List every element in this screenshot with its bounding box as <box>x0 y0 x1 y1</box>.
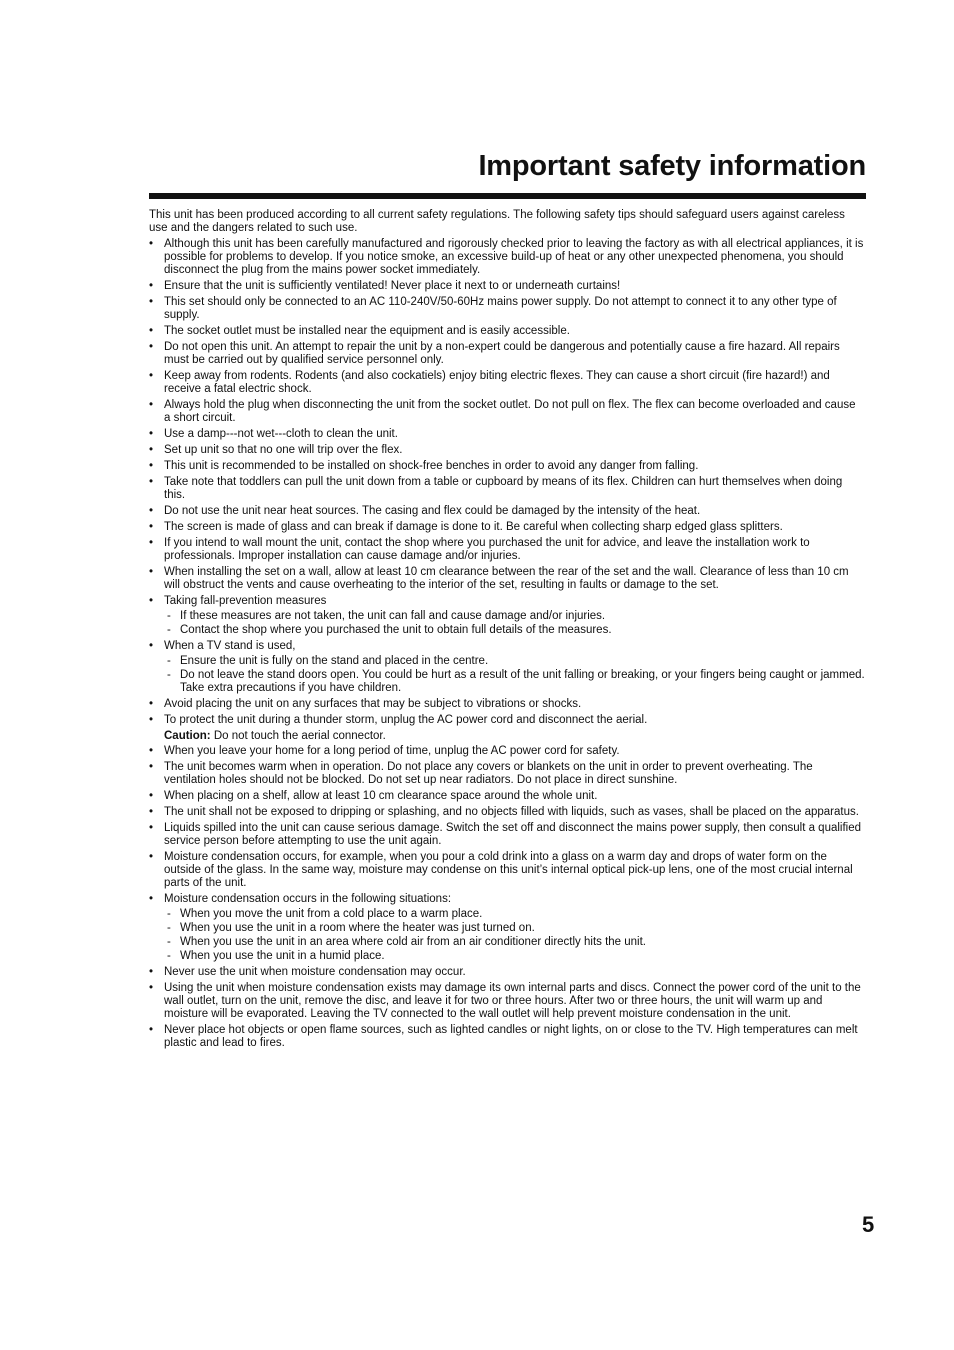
safety-item <box>149 370 865 396</box>
safety-item <box>149 341 865 367</box>
safety-item-text: Keep away from rodents. Rodents (and also cockatiels) enjoy biting electric flexes. They can cause a short circuit (fire hazard!) and receive a fatal electric shock. <box>164 370 830 395</box>
safety-item-text: The screen is made of glass and can break if damage is done to it. Be careful when collecting sharp edged glass splitters. <box>164 521 783 533</box>
safety-item <box>149 476 865 502</box>
caution-text: Do not touch the aerial connector. <box>210 730 386 742</box>
safety-item-text: When you leave your home for a long period of time, unplug the AC power cord for safety. <box>164 745 620 757</box>
safety-item <box>149 521 865 534</box>
sub-item: - Do not leave the stand doors open. You could be hurt as a result of the unit falling or breaking, or your fingers being caught or jammed. Take extra precautions if you have children. <box>164 669 865 695</box>
safety-item-text: Always hold the plug when disconnecting the unit from the socket outlet. Do not pull on flex. The flex can become overloaded and cause a short circuit. <box>164 399 856 424</box>
safety-item <box>149 745 865 758</box>
safety-item-text: The unit shall not be exposed to dripping or splashing, and no objects filled with liquids, such as vases, shall be placed on the apparatus. <box>164 806 859 818</box>
safety-item <box>149 566 865 592</box>
safety-item-text: Use a damp---not wet---cloth to clean the unit. <box>164 428 398 440</box>
caution-note <box>149 730 865 743</box>
safety-item-text: Never place hot objects or open flame sources, such as lighted candles or night lights, on or close to the TV. High temperatures can melt plastic and lead to fires. <box>164 1024 858 1049</box>
safety-bullet-list <box>149 238 865 1050</box>
safety-item-text: This set should only be connected to an AC 110-240V/50-60Hz mains power supply. Do not attempt to connect it to any other type of supply. <box>164 296 837 321</box>
intro-paragraph: This unit has been produced according to all current safety regulations. The following safety tips should safeguard users against careless use and the dangers related to such use. <box>149 209 845 234</box>
safety-item <box>149 806 865 819</box>
safety-item-text: Avoid placing the unit on any surfaces that may be subject to vibrations or shocks. <box>164 698 582 710</box>
safety-item-text: Liquids spilled into the unit can cause serious damage. Switch the set off and disconnect the mains power supply, then consult a qualified service person before attempting to use the unit again. <box>164 822 862 847</box>
safety-item-text: Moisture condensation occurs in the following situations: <box>164 893 452 905</box>
safety-item <box>149 428 865 441</box>
title-underline-rule <box>149 193 866 199</box>
page-number: 5 <box>862 1212 875 1237</box>
safety-item-text: Never use the unit when moisture condensation may occur. <box>164 966 466 978</box>
caution-label: Caution: <box>164 730 211 742</box>
sub-item: - Contact the shop where you purchased the unit to obtain full details of the measures. <box>164 624 865 637</box>
sub-item-list <box>164 655 865 695</box>
safety-item <box>149 761 865 787</box>
safety-item <box>149 238 865 277</box>
safety-item <box>149 399 865 425</box>
safety-item-text: The unit becomes warm when in operation. Do not place any covers or blankets on the unit in order to prevent overheating. The ventilation holes should not be blocked. Do not set up near radiators. Do not place in direct sunshine. <box>164 761 813 786</box>
safety-item-text: To protect the unit during a thunder storm, unplug the AC power cord and disconnect the aerial. <box>164 714 648 726</box>
safety-item <box>149 296 865 322</box>
safety-item <box>149 714 865 727</box>
safety-item-text: Ensure that the unit is sufficiently ventilated! Never place it next to or underneath curtains! <box>164 280 621 292</box>
sub-item: - When you use the unit in an area where cold air from an air conditioner directly hits the unit. <box>164 936 865 949</box>
safety-item <box>149 822 865 848</box>
safety-item-text: Using the unit when moisture condensation exists may damage its own internal parts and discs. Connect the power cord of the unit to the wall outlet, turn on the unit, remove the disc, and leave it for two or three hours. After two or three hours, the unit will warm up and moisture will be evaporated. Leaving the TV connected to the wall outlet will help prevent moisture condensation in the unit. <box>164 982 861 1020</box>
safety-item-text: Moisture condensation occurs, for example, when you pour a cold drink into a glass on a warm day and drops of water form on the outside of the glass. In the same way, moisture may condense on this unit’s internal optical pick-up lens, one of the most crucial internal parts of the unit. <box>164 851 853 889</box>
safety-item <box>149 595 865 637</box>
sub-item: - Ensure the unit is fully on the stand and placed in the centre. <box>164 655 865 668</box>
sub-item-list <box>164 908 865 963</box>
safety-item <box>149 460 865 473</box>
safety-item <box>149 1024 865 1050</box>
safety-item <box>149 537 865 563</box>
sub-item: - When you move the unit from a cold place to a warm place. <box>164 908 865 921</box>
safety-item <box>149 640 865 695</box>
safety-item <box>149 893 865 963</box>
page-title: Important safety information <box>478 150 866 182</box>
safety-item <box>149 851 865 890</box>
sub-item: - When you use the unit in a room where the heater was just turned on. <box>164 922 865 935</box>
safety-item-text: Do not use the unit near heat sources. The casing and flex could be damaged by the intensity of the heat. <box>164 505 701 517</box>
safety-item-text: Take note that toddlers can pull the unit down from a table or cupboard by means of its flex. Children can hurt themselves when doing this. <box>164 476 843 501</box>
safety-item <box>149 790 865 803</box>
safety-item <box>149 982 865 1021</box>
safety-item-text: If you intend to wall mount the unit, contact the shop where you purchased the unit for advice, and leave the installation work to professionals. Improper installation can cause damage and/or injuries. <box>164 537 810 562</box>
safety-item-text: Set up unit so that no one will trip over the flex. <box>164 444 403 456</box>
safety-item <box>149 698 865 711</box>
safety-item-text: This unit is recommended to be installed on shock-free benches in order to avoid any danger from falling. <box>164 460 699 472</box>
safety-item <box>149 505 865 518</box>
safety-item-text: Although this unit has been carefully manufactured and rigorously checked prior to leaving the factory as with all electrical appliances, it is possible for problems to develop. If you notice smoke, an excessive build-up of heat or any other unexpected phenomena, you should disconnect the plug from the mains power socket immediately. <box>164 238 864 276</box>
safety-item-text: The socket outlet must be installed near the equipment and is easily accessible. <box>164 325 570 337</box>
safety-item <box>149 280 865 293</box>
sub-item: - When you use the unit in a humid place. <box>164 950 865 963</box>
sub-item-list <box>164 610 865 637</box>
safety-content <box>149 209 865 1053</box>
safety-item-text: When installing the set on a wall, allow at least 10 cm clearance between the rear of the set and the wall. Clearance of less than 10 cm will obstruct the vents and cause overheating to the interior of the set, resulting in faults or damage to the set. <box>164 566 849 591</box>
sub-item: - If these measures are not taken, the unit can fall and cause damage and/or injuries. <box>164 610 865 623</box>
safety-item <box>149 325 865 338</box>
safety-item-text: Do not open this unit. An attempt to repair the unit by a non-expert could be dangerous and potentially cause a fire hazard. All repairs must be carried out by qualified service personnel only. <box>164 341 840 366</box>
safety-item-text: When a TV stand is used, <box>164 640 296 652</box>
safety-item <box>149 444 865 457</box>
safety-item <box>149 966 865 979</box>
safety-item-text: When placing on a shelf, allow at least 10 cm clearance space around the whole unit. <box>164 790 598 802</box>
safety-item-text: Taking fall-prevention measures <box>164 595 327 607</box>
